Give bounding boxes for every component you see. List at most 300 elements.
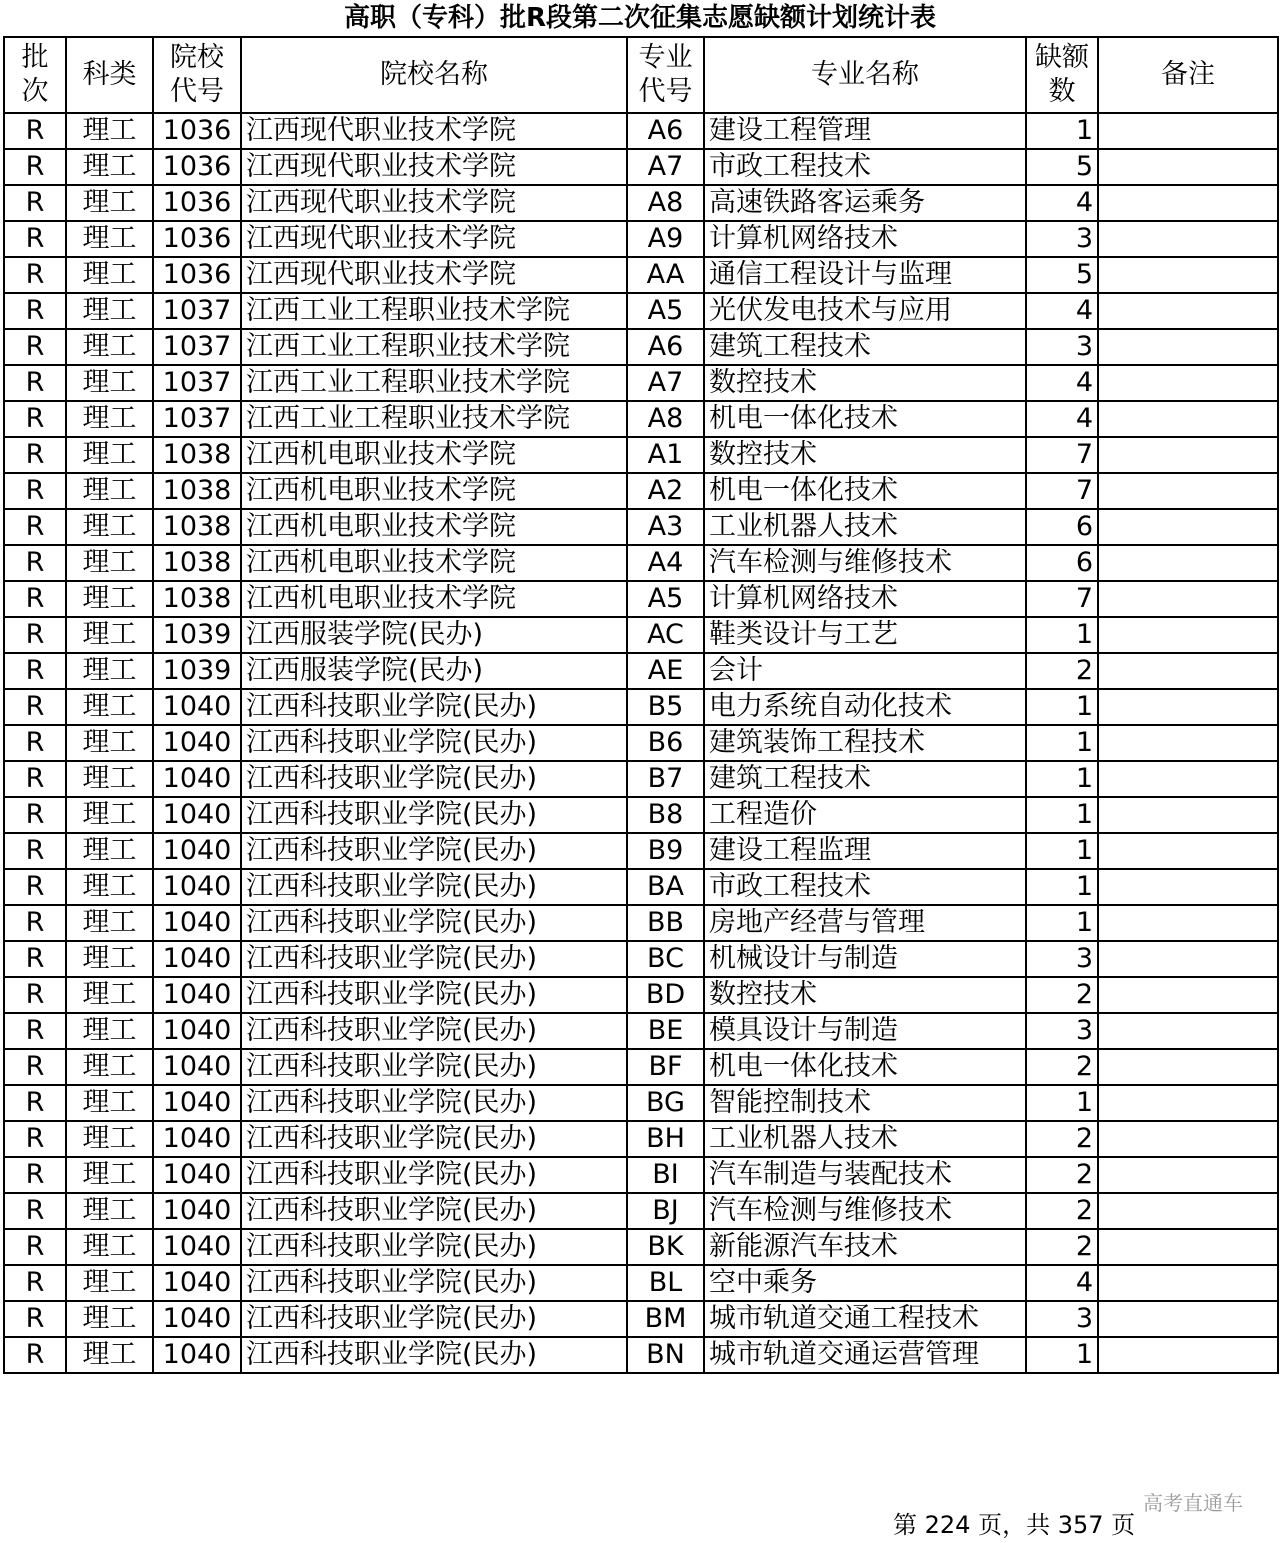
cell-school-name: 江西服装学院(民办) (241, 617, 627, 653)
cell-batch: R (4, 869, 66, 905)
cell-major-name: 数控技术 (704, 365, 1026, 401)
cell-category: 理工 (66, 509, 153, 545)
cell-school-code: 1036 (153, 221, 241, 257)
cell-school-code: 1040 (153, 1337, 241, 1373)
table-row (4, 293, 1278, 329)
cell-batch: R (4, 1229, 66, 1265)
cell-remark (1098, 221, 1278, 257)
table-row (4, 1085, 1278, 1121)
cell-vacancy: 6 (1026, 509, 1098, 545)
cell-major-code: BC (627, 941, 704, 977)
cell-category: 理工 (66, 401, 153, 437)
cell-category: 理工 (66, 869, 153, 905)
cell-remark (1098, 725, 1278, 761)
cell-category: 理工 (66, 797, 153, 833)
cell-school-code: 1037 (153, 401, 241, 437)
table-row (4, 437, 1278, 473)
cell-major-name: 会计 (704, 653, 1026, 689)
cell-school-code: 1040 (153, 905, 241, 941)
cell-vacancy: 2 (1026, 977, 1098, 1013)
table-row (4, 329, 1278, 365)
page-title: 高职（专科）批R段第二次征集志愿缺额计划统计表 (343, 3, 937, 33)
cell-batch: R (4, 437, 66, 473)
cell-category: 理工 (66, 977, 153, 1013)
page-number: 第 224 页，共 357 页 (893, 1511, 1136, 1539)
cell-vacancy: 6 (1026, 545, 1098, 581)
cell-major-name: 模具设计与制造 (704, 1013, 1026, 1049)
cell-remark (1098, 833, 1278, 869)
cell-school-code: 1040 (153, 941, 241, 977)
cell-school-name: 江西科技职业学院(民办) (241, 1265, 627, 1301)
cell-vacancy: 3 (1026, 1301, 1098, 1337)
cell-batch: R (4, 1121, 66, 1157)
cell-vacancy: 3 (1026, 1013, 1098, 1049)
cell-school-code: 1040 (153, 689, 241, 725)
cell-major-code: A2 (627, 473, 704, 509)
header-school-code: 院校 代号 (153, 37, 241, 113)
cell-major-name: 机械设计与制造 (704, 941, 1026, 977)
cell-school-code: 1037 (153, 293, 241, 329)
cell-major-name: 通信工程设计与监理 (704, 257, 1026, 293)
cell-batch: R (4, 797, 66, 833)
cell-school-code: 1040 (153, 977, 241, 1013)
cell-major-code: AE (627, 653, 704, 689)
cell-remark (1098, 905, 1278, 941)
cell-major-name: 光伏发电技术与应用 (704, 293, 1026, 329)
cell-school-code: 1039 (153, 617, 241, 653)
cell-vacancy: 4 (1026, 185, 1098, 221)
cell-major-code: A6 (627, 113, 704, 149)
cell-remark (1098, 1049, 1278, 1085)
cell-remark (1098, 365, 1278, 401)
cell-vacancy: 7 (1026, 473, 1098, 509)
cell-category: 理工 (66, 725, 153, 761)
cell-major-name: 建设工程监理 (704, 833, 1026, 869)
cell-batch: R (4, 1013, 66, 1049)
cell-remark (1098, 509, 1278, 545)
cell-vacancy: 2 (1026, 1229, 1098, 1265)
cell-remark (1098, 797, 1278, 833)
cell-major-name: 工程造价 (704, 797, 1026, 833)
cell-school-code: 1037 (153, 365, 241, 401)
cell-vacancy: 1 (1026, 905, 1098, 941)
cell-remark (1098, 1085, 1278, 1121)
cell-vacancy: 4 (1026, 401, 1098, 437)
table-row (4, 221, 1278, 257)
table-row (4, 1157, 1278, 1193)
cell-school-name: 江西工业工程职业技术学院 (241, 401, 627, 437)
cell-remark (1098, 761, 1278, 797)
cell-remark (1098, 1193, 1278, 1229)
cell-category: 理工 (66, 473, 153, 509)
cell-major-name: 数控技术 (704, 437, 1026, 473)
cell-major-code: A5 (627, 581, 704, 617)
cell-remark (1098, 257, 1278, 293)
cell-vacancy: 2 (1026, 1157, 1098, 1193)
cell-school-code: 1038 (153, 509, 241, 545)
cell-batch: R (4, 653, 66, 689)
cell-vacancy: 1 (1026, 761, 1098, 797)
cell-major-name: 城市轨道交通工程技术 (704, 1301, 1026, 1337)
table-row (4, 1193, 1278, 1229)
table-row (4, 1265, 1278, 1301)
header-major-code: 专业 代号 (627, 37, 704, 113)
cell-major-code: AC (627, 617, 704, 653)
cell-major-code: BB (627, 905, 704, 941)
cell-remark (1098, 149, 1278, 185)
cell-batch: R (4, 761, 66, 797)
cell-school-name: 江西服装学院(民办) (241, 653, 627, 689)
cell-major-code: A7 (627, 365, 704, 401)
cell-major-name: 工业机器人技术 (704, 509, 1026, 545)
cell-category: 理工 (66, 653, 153, 689)
cell-school-name: 江西现代职业技术学院 (241, 185, 627, 221)
cell-category: 理工 (66, 365, 153, 401)
cell-major-code: B6 (627, 725, 704, 761)
table-row (4, 1013, 1278, 1049)
cell-category: 理工 (66, 221, 153, 257)
cell-remark (1098, 1121, 1278, 1157)
cell-remark (1098, 581, 1278, 617)
cell-major-code: B8 (627, 797, 704, 833)
cell-school-name: 江西工业工程职业技术学院 (241, 365, 627, 401)
cell-school-code: 1040 (153, 1229, 241, 1265)
cell-batch: R (4, 689, 66, 725)
table-row (4, 1121, 1278, 1157)
cell-school-code: 1040 (153, 797, 241, 833)
cell-category: 理工 (66, 833, 153, 869)
table-row (4, 653, 1278, 689)
header-remark: 备注 (1098, 37, 1278, 113)
cell-major-name: 智能控制技术 (704, 1085, 1026, 1121)
table-row (4, 977, 1278, 1013)
cell-school-code: 1036 (153, 257, 241, 293)
cell-school-name: 江西机电职业技术学院 (241, 509, 627, 545)
cell-batch: R (4, 725, 66, 761)
cell-school-code: 1040 (153, 833, 241, 869)
cell-vacancy: 5 (1026, 149, 1098, 185)
cell-vacancy: 3 (1026, 329, 1098, 365)
cell-school-code: 1036 (153, 113, 241, 149)
cell-major-name: 工业机器人技术 (704, 1121, 1026, 1157)
cell-vacancy: 2 (1026, 1121, 1098, 1157)
cell-batch: R (4, 1301, 66, 1337)
cell-school-code: 1040 (153, 1193, 241, 1229)
cell-batch: R (4, 545, 66, 581)
cell-major-code: A8 (627, 401, 704, 437)
cell-school-name: 江西机电职业技术学院 (241, 545, 627, 581)
table-row (4, 1049, 1278, 1085)
cell-school-code: 1038 (153, 437, 241, 473)
cell-school-name: 江西科技职业学院(民办) (241, 725, 627, 761)
table-row (4, 905, 1278, 941)
cell-remark (1098, 401, 1278, 437)
table-row (4, 1337, 1278, 1373)
cell-school-name: 江西科技职业学院(民办) (241, 761, 627, 797)
cell-vacancy: 1 (1026, 869, 1098, 905)
cell-batch: R (4, 365, 66, 401)
cell-remark (1098, 1337, 1278, 1373)
cell-batch: R (4, 941, 66, 977)
cell-school-name: 江西科技职业学院(民办) (241, 977, 627, 1013)
cell-school-code: 1040 (153, 725, 241, 761)
cell-major-name: 机电一体化技术 (704, 473, 1026, 509)
cell-school-name: 江西科技职业学院(民办) (241, 1337, 627, 1373)
table-row (4, 941, 1278, 977)
cell-major-code: AA (627, 257, 704, 293)
cell-vacancy: 1 (1026, 833, 1098, 869)
cell-major-code: BK (627, 1229, 704, 1265)
cell-remark (1098, 473, 1278, 509)
cell-remark (1098, 1157, 1278, 1193)
cell-batch: R (4, 113, 66, 149)
table-row (4, 761, 1278, 797)
cell-major-name: 数控技术 (704, 977, 1026, 1013)
table-row (4, 149, 1278, 185)
cell-major-name: 房地产经营与管理 (704, 905, 1026, 941)
cell-major-name: 建筑工程技术 (704, 329, 1026, 365)
cell-major-code: BN (627, 1337, 704, 1373)
cell-major-name: 计算机网络技术 (704, 581, 1026, 617)
cell-school-code: 1036 (153, 185, 241, 221)
cell-school-name: 江西现代职业技术学院 (241, 113, 627, 149)
cell-school-code: 1040 (153, 1085, 241, 1121)
cell-vacancy: 4 (1026, 365, 1098, 401)
cell-vacancy: 1 (1026, 797, 1098, 833)
cell-vacancy: 3 (1026, 941, 1098, 977)
cell-school-name: 江西科技职业学院(民办) (241, 797, 627, 833)
cell-major-code: A1 (627, 437, 704, 473)
cell-major-name: 汽车检测与维修技术 (704, 1193, 1026, 1229)
cell-school-name: 江西科技职业学院(民办) (241, 1085, 627, 1121)
cell-batch: R (4, 1085, 66, 1121)
table-row (4, 113, 1278, 149)
cell-school-name: 江西机电职业技术学院 (241, 437, 627, 473)
cell-batch: R (4, 401, 66, 437)
cell-vacancy: 5 (1026, 257, 1098, 293)
cell-school-name: 江西工业工程职业技术学院 (241, 293, 627, 329)
cell-batch: R (4, 977, 66, 1013)
cell-major-name: 高速铁路客运乘务 (704, 185, 1026, 221)
cell-vacancy: 7 (1026, 581, 1098, 617)
cell-major-name: 空中乘务 (704, 1265, 1026, 1301)
cell-vacancy: 2 (1026, 1049, 1098, 1085)
cell-school-name: 江西科技职业学院(民办) (241, 1229, 627, 1265)
cell-vacancy: 1 (1026, 1337, 1098, 1373)
cell-school-code: 1040 (153, 1013, 241, 1049)
cell-vacancy: 3 (1026, 221, 1098, 257)
cell-major-code: BM (627, 1301, 704, 1337)
table-row (4, 1301, 1278, 1337)
cell-batch: R (4, 1193, 66, 1229)
cell-major-code: BH (627, 1121, 704, 1157)
header-category: 科类 (66, 37, 153, 113)
cell-remark (1098, 1301, 1278, 1337)
cell-remark (1098, 653, 1278, 689)
cell-major-name: 建设工程管理 (704, 113, 1026, 149)
cell-school-code: 1036 (153, 149, 241, 185)
cell-category: 理工 (66, 1337, 153, 1373)
cell-school-name: 江西机电职业技术学院 (241, 473, 627, 509)
cell-school-code: 1037 (153, 329, 241, 365)
cell-category: 理工 (66, 617, 153, 653)
table-row (4, 473, 1278, 509)
header-vacancy: 缺额 数 (1026, 37, 1098, 113)
table-row (4, 545, 1278, 581)
cell-major-name: 新能源汽车技术 (704, 1229, 1026, 1265)
cell-major-name: 计算机网络技术 (704, 221, 1026, 257)
table-row (4, 725, 1278, 761)
cell-remark (1098, 869, 1278, 905)
header-row (4, 37, 1278, 113)
table-row (4, 509, 1278, 545)
table-row (4, 581, 1278, 617)
cell-batch: R (4, 509, 66, 545)
table-row (4, 1229, 1278, 1265)
cell-category: 理工 (66, 149, 153, 185)
table-row (4, 401, 1278, 437)
cell-school-name: 江西科技职业学院(民办) (241, 1301, 627, 1337)
cell-remark (1098, 689, 1278, 725)
cell-major-code: A6 (627, 329, 704, 365)
cell-category: 理工 (66, 1085, 153, 1121)
cell-category: 理工 (66, 1049, 153, 1085)
cell-vacancy: 4 (1026, 1265, 1098, 1301)
header-school-name: 院校名称 (241, 37, 627, 113)
cell-batch: R (4, 293, 66, 329)
cell-vacancy: 1 (1026, 689, 1098, 725)
cell-school-code: 1040 (153, 869, 241, 905)
cell-batch: R (4, 1337, 66, 1373)
cell-category: 理工 (66, 437, 153, 473)
cell-batch: R (4, 185, 66, 221)
cell-batch: R (4, 1157, 66, 1193)
cell-vacancy: 1 (1026, 725, 1098, 761)
cell-remark (1098, 545, 1278, 581)
cell-major-code: B9 (627, 833, 704, 869)
cell-school-name: 江西科技职业学院(民办) (241, 833, 627, 869)
watermark-text: 高考直通车 (1143, 1491, 1243, 1515)
cell-major-code: BE (627, 1013, 704, 1049)
cell-category: 理工 (66, 329, 153, 365)
cell-major-name: 鞋类设计与工艺 (704, 617, 1026, 653)
cell-batch: R (4, 833, 66, 869)
cell-remark (1098, 1265, 1278, 1301)
cell-remark (1098, 617, 1278, 653)
table-row (4, 689, 1278, 725)
cell-category: 理工 (66, 941, 153, 977)
cell-category: 理工 (66, 1229, 153, 1265)
cell-category: 理工 (66, 581, 153, 617)
cell-batch: R (4, 1265, 66, 1301)
cell-category: 理工 (66, 689, 153, 725)
cell-school-name: 江西工业工程职业技术学院 (241, 329, 627, 365)
cell-category: 理工 (66, 293, 153, 329)
cell-vacancy: 1 (1026, 617, 1098, 653)
header-batch: 批 次 (4, 37, 66, 113)
cell-major-code: B7 (627, 761, 704, 797)
cell-major-name: 电力系统自动化技术 (704, 689, 1026, 725)
cell-school-name: 江西科技职业学院(民办) (241, 1013, 627, 1049)
cell-batch: R (4, 581, 66, 617)
cell-major-code: A3 (627, 509, 704, 545)
cell-category: 理工 (66, 1265, 153, 1301)
cell-major-code: A5 (627, 293, 704, 329)
table-row (4, 797, 1278, 833)
cell-school-code: 1039 (153, 653, 241, 689)
cell-major-code: BJ (627, 1193, 704, 1229)
cell-school-code: 1040 (153, 1157, 241, 1193)
cell-vacancy: 4 (1026, 293, 1098, 329)
cell-major-code: BF (627, 1049, 704, 1085)
cell-remark (1098, 1229, 1278, 1265)
cell-major-name: 城市轨道交通运营管理 (704, 1337, 1026, 1373)
cell-school-name: 江西科技职业学院(民办) (241, 1049, 627, 1085)
cell-vacancy: 1 (1026, 113, 1098, 149)
cell-school-code: 1038 (153, 581, 241, 617)
cell-school-name: 江西科技职业学院(民办) (241, 689, 627, 725)
cell-school-name: 江西科技职业学院(民办) (241, 905, 627, 941)
cell-vacancy: 7 (1026, 437, 1098, 473)
cell-major-code: A7 (627, 149, 704, 185)
cell-school-name: 江西机电职业技术学院 (241, 581, 627, 617)
cell-major-code: B5 (627, 689, 704, 725)
cell-vacancy: 1 (1026, 1085, 1098, 1121)
cell-category: 理工 (66, 1157, 153, 1193)
cell-category: 理工 (66, 905, 153, 941)
table-row (4, 869, 1278, 905)
cell-batch: R (4, 257, 66, 293)
table-row (4, 257, 1278, 293)
cell-remark (1098, 293, 1278, 329)
cell-remark (1098, 977, 1278, 1013)
cell-category: 理工 (66, 1193, 153, 1229)
table-row (4, 185, 1278, 221)
cell-batch: R (4, 905, 66, 941)
cell-batch: R (4, 149, 66, 185)
header-major-name: 专业名称 (704, 37, 1026, 113)
cell-school-name: 江西现代职业技术学院 (241, 257, 627, 293)
cell-category: 理工 (66, 257, 153, 293)
cell-batch: R (4, 329, 66, 365)
cell-school-name: 江西现代职业技术学院 (241, 221, 627, 257)
cell-major-code: BL (627, 1265, 704, 1301)
cell-category: 理工 (66, 545, 153, 581)
cell-school-code: 1038 (153, 473, 241, 509)
cell-batch: R (4, 617, 66, 653)
cell-major-name: 汽车制造与装配技术 (704, 1157, 1026, 1193)
cell-remark (1098, 113, 1278, 149)
cell-batch: R (4, 221, 66, 257)
cell-school-name: 江西科技职业学院(民办) (241, 1193, 627, 1229)
cell-category: 理工 (66, 761, 153, 797)
cell-category: 理工 (66, 1301, 153, 1337)
cell-major-code: BI (627, 1157, 704, 1193)
cell-major-name: 建筑工程技术 (704, 761, 1026, 797)
cell-school-code: 1040 (153, 761, 241, 797)
cell-major-name: 机电一体化技术 (704, 401, 1026, 437)
cell-batch: R (4, 473, 66, 509)
cell-major-name: 建筑装饰工程技术 (704, 725, 1026, 761)
cell-vacancy: 2 (1026, 653, 1098, 689)
cell-major-code: BG (627, 1085, 704, 1121)
cell-remark (1098, 941, 1278, 977)
table-row (4, 833, 1278, 869)
table-row (4, 617, 1278, 653)
vacancy-table (3, 36, 1279, 1374)
cell-category: 理工 (66, 113, 153, 149)
cell-school-code: 1040 (153, 1121, 241, 1157)
